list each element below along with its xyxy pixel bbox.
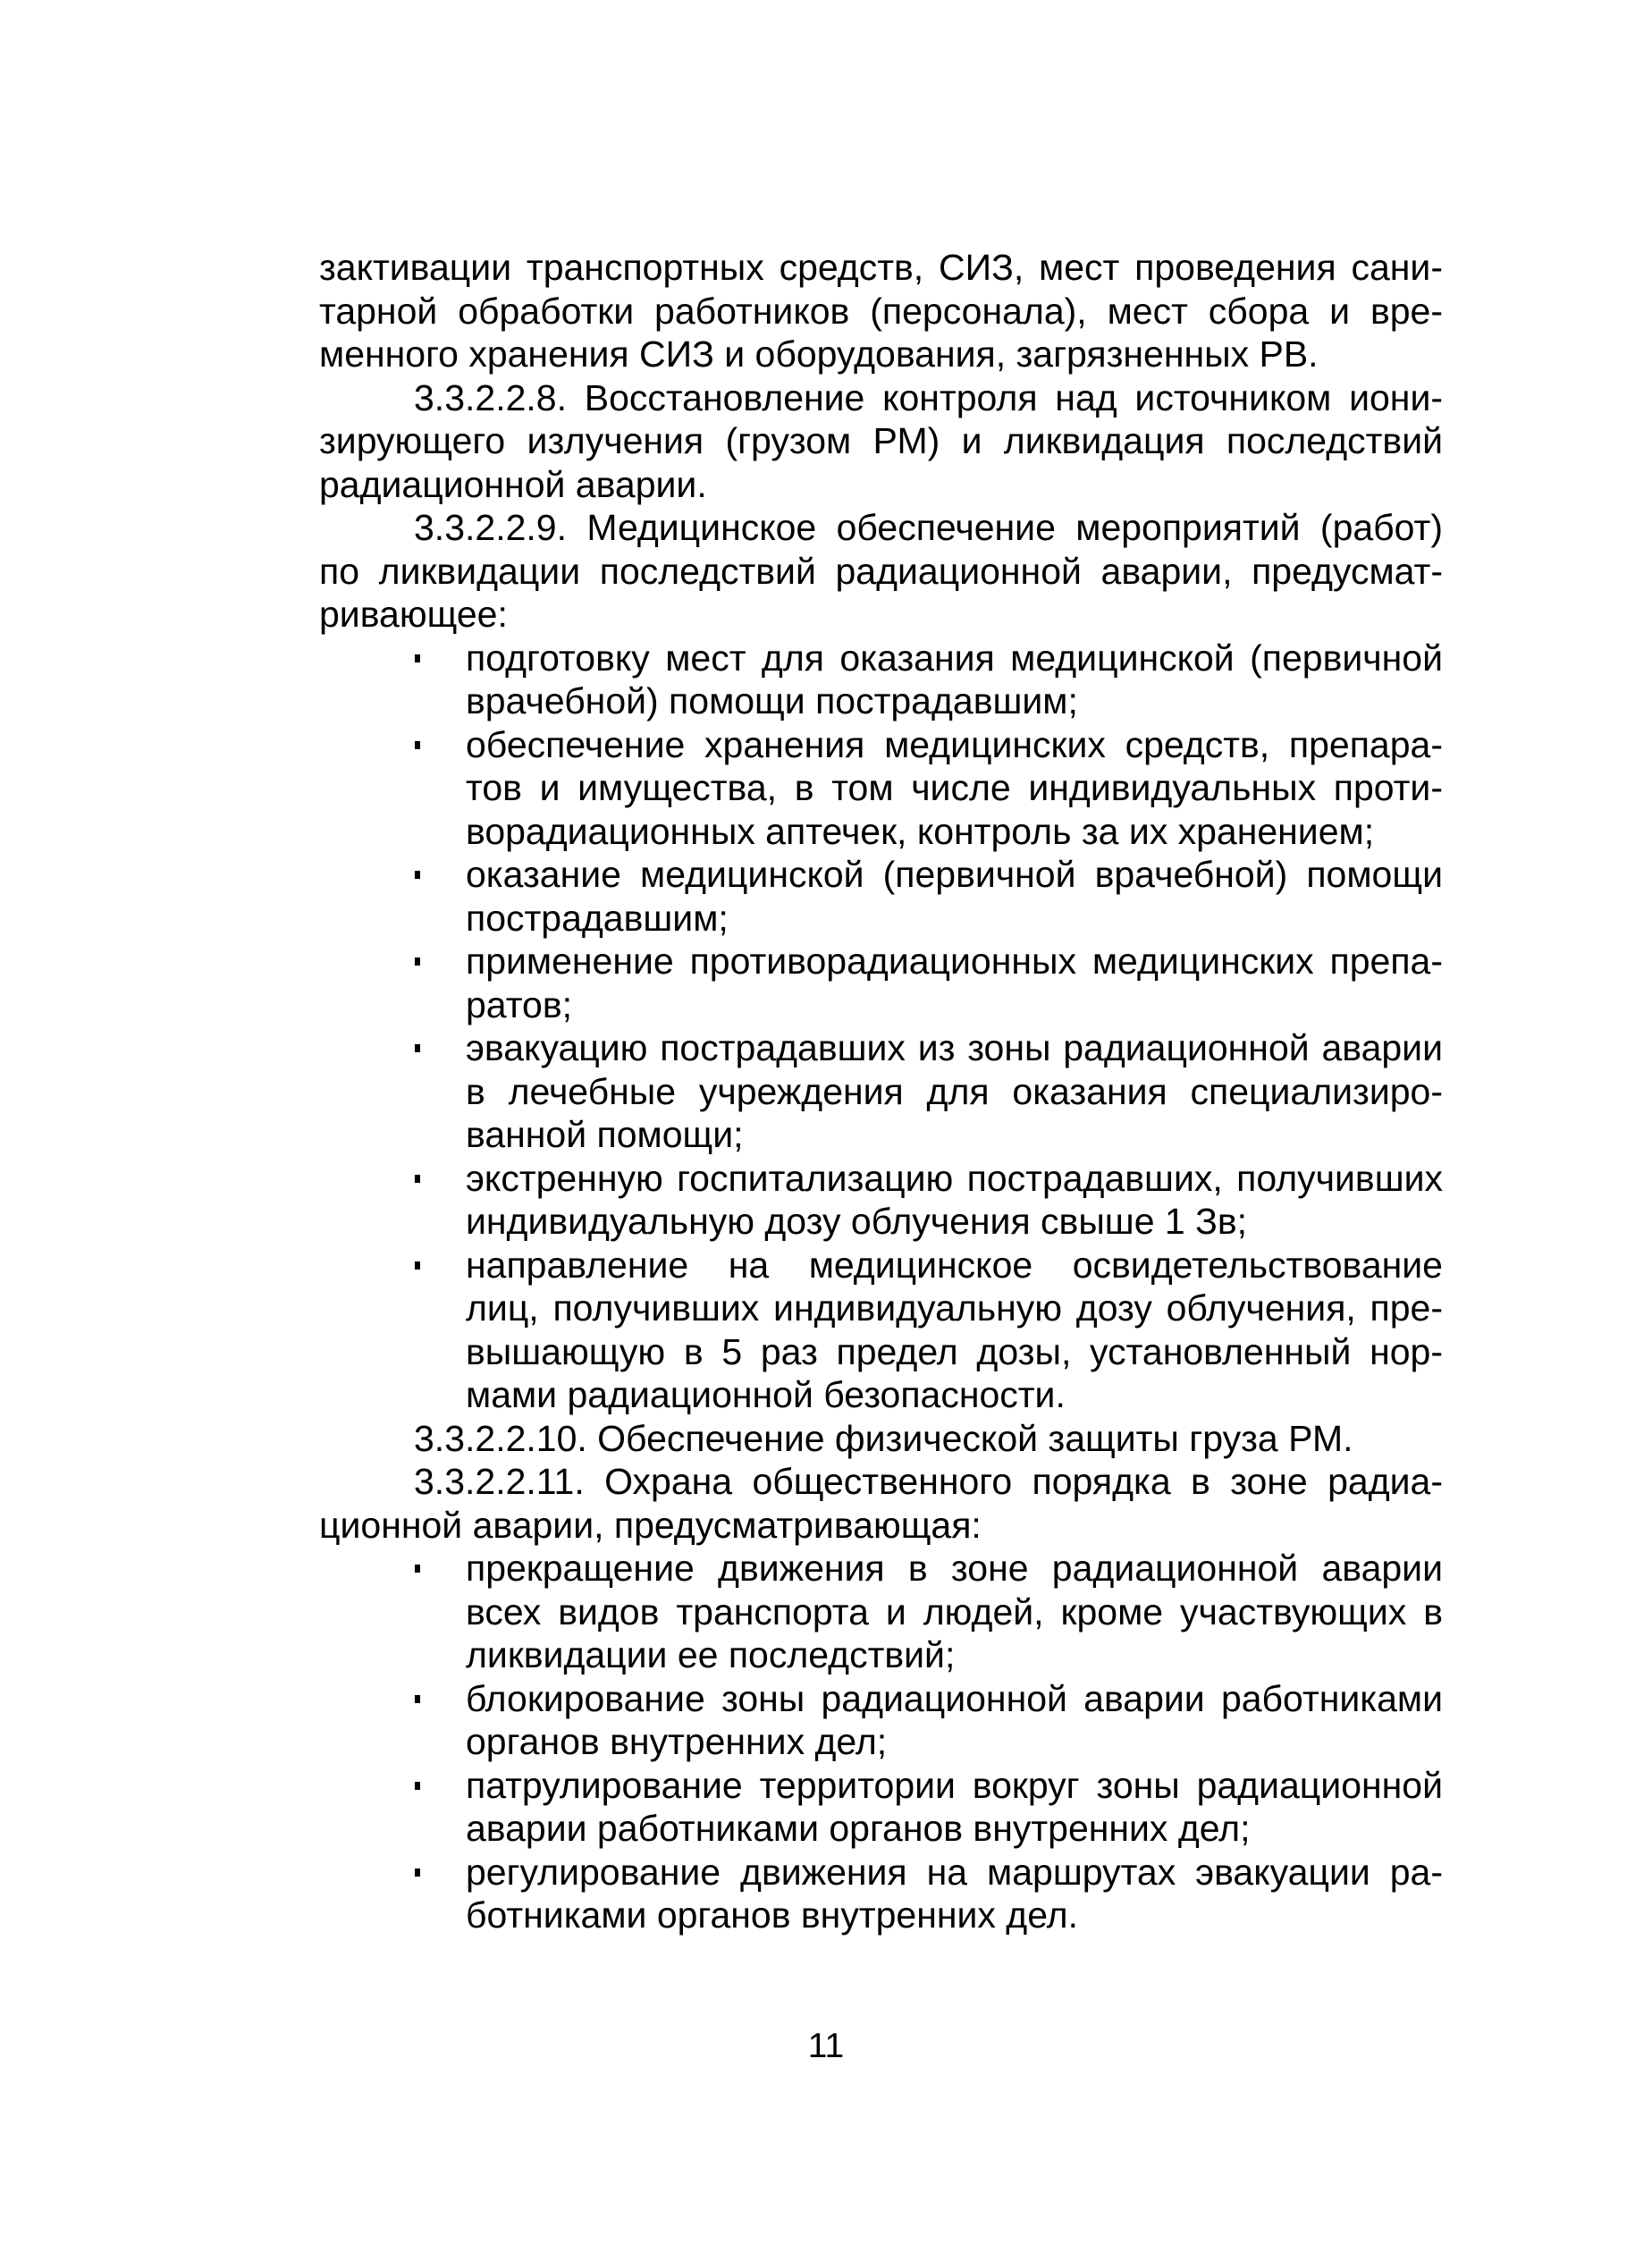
text-line: ворадиационных аптечек, контроль за их хранением;	[466, 810, 1375, 852]
document-body	[319, 246, 1443, 1937]
list-item	[466, 1547, 1443, 1677]
text-line: регулирование движения на маршрутах эвакуации ра-	[466, 1851, 1443, 1893]
paragraph-3-3-2-2-11	[319, 1460, 1443, 1547]
text-line: ванной помощи;	[466, 1114, 744, 1155]
list-item	[466, 637, 1443, 723]
text-line: менного хранения СИЗ и оборудования, загрязненных РВ.	[319, 333, 1319, 375]
list-item	[466, 940, 1443, 1026]
paragraph-continuation	[319, 246, 1443, 376]
list-item	[466, 1244, 1443, 1417]
list-item	[466, 1764, 1443, 1851]
bullet-icon	[415, 1869, 420, 1877]
text-line: пострадавшим;	[466, 897, 729, 939]
text-line: подготовку мест для оказания медицинской (первичной	[466, 637, 1443, 679]
text-line: ботниками органов внутренних дел.	[466, 1894, 1078, 1936]
paragraph-3-3-2-2-10	[319, 1417, 1443, 1461]
bullet-icon	[415, 741, 420, 749]
list-item	[466, 853, 1443, 940]
text-line: всех видов транспорта и людей, кроме участвующих в	[466, 1590, 1443, 1632]
text-line: органов внутренних дел;	[466, 1721, 888, 1762]
bullet-icon	[415, 958, 420, 966]
text-line: ривающее:	[319, 594, 508, 635]
text-line: зирующего излучения (грузом РМ) и ликвидация последствий	[319, 420, 1443, 461]
text-line: индивидуальную дозу облучения свыше 1 Зв;	[466, 1201, 1248, 1242]
bullet-icon	[415, 1782, 420, 1790]
text-line: мами радиационной безопасности.	[466, 1374, 1066, 1415]
page-number: 11	[807, 2027, 845, 2065]
bullet-icon	[415, 871, 420, 879]
text-line: 3.3.2.2.8. Восстановление контроля над источником иони-	[414, 376, 1443, 418]
bullet-icon	[415, 654, 420, 662]
bullet-icon	[415, 1695, 420, 1703]
text-line: по ликвидации последствий радиационной аварии, предусмат-	[319, 550, 1443, 592]
text-line: обеспечение хранения медицинских средств, препара-	[466, 723, 1443, 765]
text-line: оказание медицинской (первичной врачебной) помощи	[466, 854, 1443, 895]
list-item	[466, 723, 1443, 854]
text-line: ционной аварии, предусматривающая:	[319, 1504, 982, 1546]
list-item	[466, 1677, 1443, 1764]
text-line: тов и имущества, в том числе индивидуальных проти-	[466, 767, 1443, 808]
public-order-measures-list	[319, 1547, 1443, 1937]
text-line: в лечебные учреждения для оказания специализиро-	[466, 1070, 1443, 1112]
text-line: 3.3.2.2.9. Медицинское обеспечение мероприятий (работ)	[414, 507, 1443, 548]
text-line: ликвидации ее последствий;	[466, 1634, 956, 1675]
text-line: блокирование зоны радиационной аварии работниками	[466, 1677, 1443, 1719]
text-line: патрулирование территории вокруг зоны радиационной	[466, 1764, 1443, 1806]
text-line: экстренную госпитализацию пострадавших, получивших	[466, 1157, 1443, 1199]
bullet-icon	[415, 1565, 420, 1573]
paragraph-3-3-2-2-8	[319, 376, 1443, 507]
medical-measures-list	[319, 637, 1443, 1417]
text-line: тарной обработки работников (персонала), мест сбора и вре-	[319, 290, 1443, 332]
text-line: врачебной) помощи пострадавшим;	[466, 680, 1078, 721]
list-item	[466, 1026, 1443, 1157]
text-line: лиц, получивших индивидуальную дозу облучения, пре-	[466, 1287, 1443, 1329]
text-line: радиационной аварии.	[319, 463, 707, 505]
paragraph-3-3-2-2-9	[319, 506, 1443, 637]
text-line: зактивации транспортных средств, СИЗ, мест проведения сани-	[319, 247, 1443, 288]
text-line: ратов;	[466, 983, 572, 1025]
bullet-icon	[415, 1261, 420, 1270]
text-line: аварии работниками органов внутренних дел;	[466, 1808, 1251, 1849]
text-line: прекращение движения в зоне радиационной аварии	[466, 1548, 1443, 1589]
text-line: эвакуацию пострадавших из зоны радиационной аварии	[466, 1027, 1443, 1068]
text-line: направление на медицинское освидетельствование	[466, 1244, 1443, 1286]
text-line: 3.3.2.2.11. Охрана общественного порядка в зоне радиа-	[414, 1461, 1443, 1502]
bullet-icon	[415, 1175, 420, 1183]
text-line: 3.3.2.2.10. Обеспечение физической защиты груза РМ.	[414, 1417, 1353, 1459]
bullet-icon	[415, 1044, 420, 1052]
text-line: применение противорадиационных медицинских препа-	[466, 941, 1443, 982]
list-item	[466, 1157, 1443, 1244]
list-item	[466, 1851, 1443, 1937]
text-line: вышающую в 5 раз предел дозы, установленный нор-	[466, 1330, 1443, 1372]
